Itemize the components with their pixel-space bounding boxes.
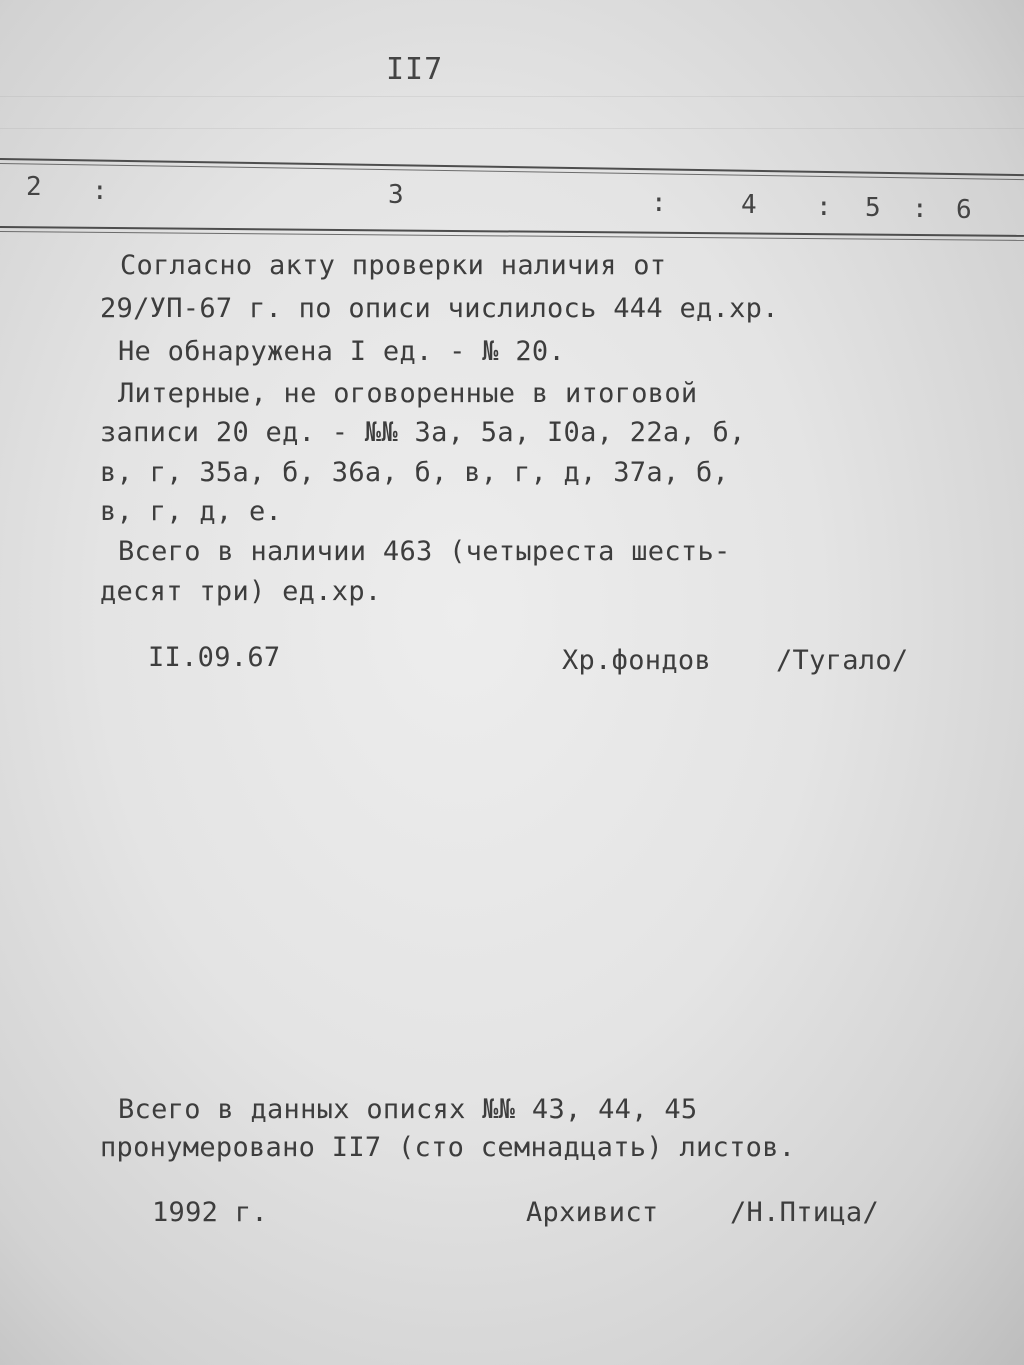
act-note-signature: /Тугало/ <box>776 645 909 676</box>
act-note-line: в, г, 35а, б, 36а, б, в, г, д, 37а, б, <box>100 457 730 488</box>
act-note-line: Литерные, не оговоренные в итоговой <box>118 378 698 409</box>
final-note-line: Всего в данных описях №№ 43, 44, 45 <box>118 1094 698 1125</box>
act-note-position: Хр.фондов <box>562 645 711 676</box>
act-note-line: Всего в наличии 463 (четыреста шесть- <box>118 536 731 567</box>
act-note-line: Согласно акту проверки наличия от <box>120 250 667 281</box>
act-note-line: десят три) ед.хр. <box>100 576 382 607</box>
column-header-5: 5 <box>865 193 881 223</box>
final-note-signature: /Н.Птица/ <box>730 1197 879 1228</box>
ruled-line <box>0 128 1024 129</box>
act-note-line: 29/УП-67 г. по описи числилось 444 ед.хр. <box>100 293 779 324</box>
act-note-line: в, г, д, е. <box>100 496 283 527</box>
column-header-2: 2 <box>26 172 42 202</box>
header-rule <box>0 158 1024 176</box>
column-separator: : <box>651 188 667 218</box>
column-header-3: 3 <box>388 180 404 210</box>
final-note-position: Архивист <box>526 1197 659 1228</box>
act-note-line: записи 20 ед. - №№ 3а, 5а, I0а, 22а, б, <box>100 417 746 448</box>
column-separator: : <box>816 192 832 222</box>
final-note-date: 1992 г. <box>152 1197 268 1228</box>
act-note-date: II.09.67 <box>148 642 281 673</box>
final-note-line: пронумеровано II7 (сто семнадцать) листов. <box>100 1132 796 1163</box>
column-header-6: 6 <box>956 195 972 225</box>
ruled-line <box>0 96 1024 97</box>
column-separator: : <box>912 194 928 224</box>
column-header-band <box>0 158 1024 236</box>
act-note-line: Не обнаружена I ед. - № 20. <box>118 336 565 367</box>
column-header-4: 4 <box>741 190 757 220</box>
header-rule <box>0 231 1024 241</box>
column-separator: : <box>92 176 108 206</box>
page-number: II7 <box>386 52 444 87</box>
